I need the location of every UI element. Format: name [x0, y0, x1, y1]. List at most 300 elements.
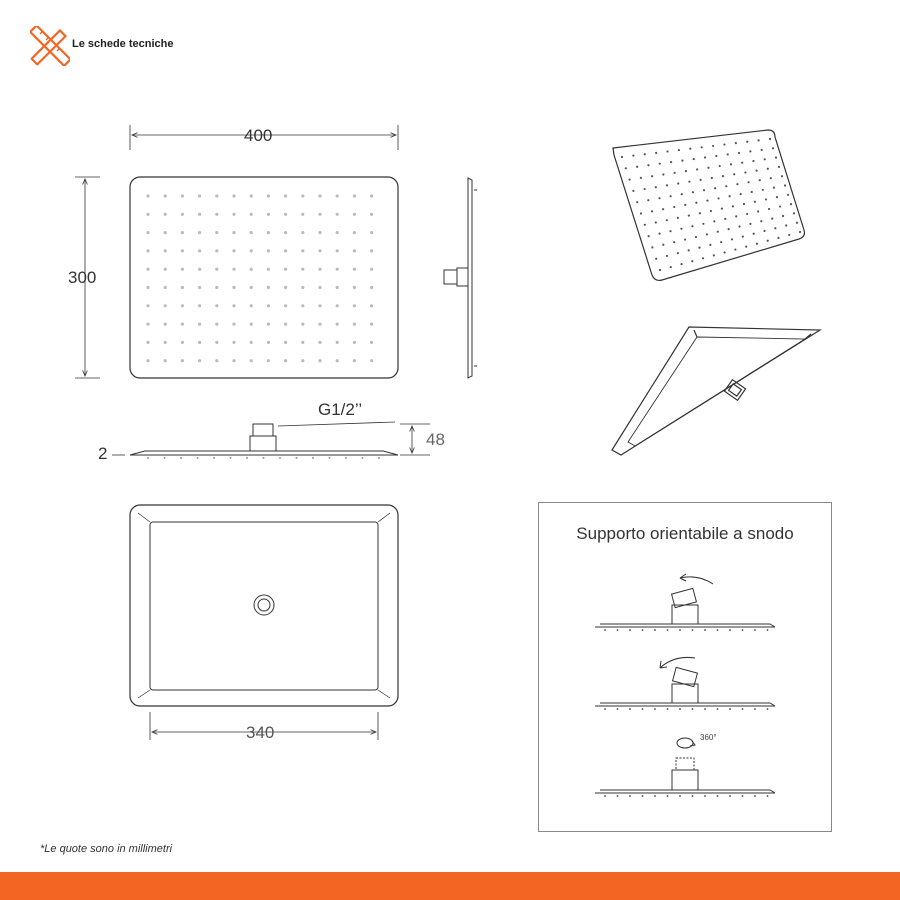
nozzle-dot [336, 268, 339, 271]
nozzle-dot [761, 149, 763, 151]
nozzle-dot [198, 323, 201, 326]
profile-nozzle [378, 457, 380, 459]
nozzle-dot [284, 304, 287, 307]
nozzle-dot [678, 149, 680, 151]
nozzle-dot [688, 249, 690, 251]
nozzle-dot [215, 304, 218, 307]
nozzle-dot [146, 304, 149, 307]
nozzle-dot [781, 175, 783, 177]
nozzle-dot [250, 304, 253, 307]
nozzle-dot [720, 241, 722, 243]
front-view [75, 125, 398, 378]
nozzle-dot [232, 231, 235, 234]
nozzle-dot [146, 341, 149, 344]
nozzle-dot [164, 268, 167, 271]
nozzle-dot [336, 304, 339, 307]
nozzle-dot [146, 194, 149, 197]
nozzle-dot [644, 188, 646, 190]
nozzle-dot [778, 166, 780, 168]
nozzle-dot [301, 304, 304, 307]
nozzle-dot [370, 359, 373, 362]
nozzle-dot [727, 153, 729, 155]
profile-nozzle [246, 457, 248, 459]
brand-name: Le schede tecniche [72, 38, 174, 50]
nozzle-dot [181, 359, 184, 362]
nozzle-dot [215, 268, 218, 271]
nozzle-dot [232, 249, 235, 252]
nozzle-dot [747, 181, 749, 183]
profile-nozzle [329, 457, 331, 459]
nozzle-dot [232, 341, 235, 344]
nozzle-dot [164, 194, 167, 197]
nozzle-dot [353, 213, 356, 216]
nozzle-dot [198, 249, 201, 252]
nozzle-dot [762, 189, 764, 191]
nozzle-dot [756, 169, 758, 171]
nozzle-dot [181, 213, 184, 216]
nozzle-dot [198, 213, 201, 216]
nozzle-dot [164, 359, 167, 362]
nozzle-dot [284, 359, 287, 362]
nozzle-dot [370, 341, 373, 344]
nozzle-dot [632, 190, 634, 192]
nozzle-dot [636, 166, 638, 168]
nozzle-dot [743, 203, 745, 205]
nozzle-dot [736, 183, 738, 185]
nozzle-dot [740, 193, 742, 195]
nozzle-dot [250, 359, 253, 362]
nozzle-dot [353, 231, 356, 234]
nozzle-dot [669, 230, 671, 232]
pivot-panel-title: Supporto orientabile a snodo [576, 524, 794, 543]
nozzle-dot [699, 212, 701, 214]
nozzle-dot [198, 231, 201, 234]
nozzle-dot [774, 227, 776, 229]
nozzle-dot [318, 323, 321, 326]
nozzle-dot [651, 210, 653, 212]
nozzle-dot [284, 249, 287, 252]
nozzle-dot [666, 150, 668, 152]
nozzle-dot [181, 341, 184, 344]
nozzle-dot [267, 213, 270, 216]
profile-nozzle [230, 457, 232, 459]
nozzle-dot [301, 268, 304, 271]
nozzle-dot [677, 252, 679, 254]
nozzle-dot [719, 165, 721, 167]
nozzle-dot [710, 210, 712, 212]
nozzle-dot [370, 268, 373, 271]
nozzle-dot [164, 323, 167, 326]
profile-nozzle [197, 457, 199, 459]
nozzle-dot [644, 153, 646, 155]
nozzle-dot [215, 323, 218, 326]
nozzle-dot [215, 213, 218, 216]
nozzle-dot [722, 175, 724, 177]
nozzle-dot [318, 304, 321, 307]
nozzle-dot [267, 249, 270, 252]
nozzle-dot [666, 219, 668, 221]
nozzle-dot [695, 202, 697, 204]
nozzle-dot [771, 218, 773, 220]
nozzle-dot [146, 359, 149, 362]
nozzle-dot [772, 147, 774, 149]
nozzle-dot [640, 177, 642, 179]
nozzle-dot [318, 231, 321, 234]
nozzle-dot [146, 213, 149, 216]
nozzle-dot [728, 228, 730, 230]
profile-nozzle [279, 457, 281, 459]
nozzle-dot [336, 194, 339, 197]
nozzle-dot [655, 221, 657, 223]
nozzle-dot [250, 213, 253, 216]
nozzle-dot [198, 268, 201, 271]
nozzle-dot [146, 249, 149, 252]
nozzle-dot [353, 286, 356, 289]
nozzle-dot [721, 208, 723, 210]
nozzle-dot [301, 194, 304, 197]
nozzle-dot [267, 231, 270, 234]
nozzle-dot [301, 359, 304, 362]
nozzle-dot [336, 286, 339, 289]
nozzle-dot [754, 201, 756, 203]
nozzle-dot [232, 194, 235, 197]
nozzle-dot [370, 304, 373, 307]
nozzle-dot [164, 304, 167, 307]
nozzle-dot [735, 215, 737, 217]
nozzle-dot [685, 170, 687, 172]
nozzle-dot [673, 206, 675, 208]
nozzle-dot [704, 156, 706, 158]
nozzle-dot [712, 145, 714, 147]
nozzle-dot [769, 138, 771, 140]
nozzle-dot [146, 268, 149, 271]
profile-nozzle [147, 457, 149, 459]
nozzle-dot [301, 323, 304, 326]
dimension-depth: 48 [426, 430, 445, 449]
nozzle-dot [301, 213, 304, 216]
nozzle-dot [729, 195, 731, 197]
nozzle-dot [713, 254, 715, 256]
top-view [112, 422, 430, 459]
nozzle-dot [689, 148, 691, 150]
nozzle-dot [779, 205, 781, 207]
nozzle-dot [146, 286, 149, 289]
nozzle-dot [250, 249, 253, 252]
nozzle-dot [674, 172, 676, 174]
nozzle-dot [353, 249, 356, 252]
nozzle-dot [735, 142, 737, 144]
nozzle-dot [336, 249, 339, 252]
nozzle-dot [777, 237, 779, 239]
nozzle-dot [647, 199, 649, 201]
nozzle-dot [250, 268, 253, 271]
nozzle-dot [745, 246, 747, 248]
nozzle-dot [284, 268, 287, 271]
dimension-height: 300 [68, 268, 97, 287]
nozzle-dot [673, 241, 675, 243]
nozzle-dot [353, 323, 356, 326]
nozzle-dot [336, 359, 339, 362]
nozzle-dot [284, 213, 287, 216]
nozzle-dot [250, 231, 253, 234]
nozzle-dot [655, 258, 657, 260]
nozzle-dot [644, 224, 646, 226]
nozzle-dot [724, 218, 726, 220]
nozzle-dot [353, 268, 356, 271]
nozzle-dot [625, 167, 627, 169]
nozzle-dot [232, 286, 235, 289]
nozzle-dot [793, 212, 795, 214]
nozzle-dot [738, 152, 740, 154]
nozzle-dot [146, 323, 149, 326]
rotation-label: 360° [700, 733, 717, 742]
nozzle-dot [284, 231, 287, 234]
nozzle-dot [370, 213, 373, 216]
side-view [444, 178, 477, 378]
nozzle-dot [267, 194, 270, 197]
back-view [130, 505, 398, 740]
nozzle-dot [181, 286, 184, 289]
nozzle-dot [717, 231, 719, 233]
nozzle-dot [370, 231, 373, 234]
nozzle-dot [765, 198, 767, 200]
nozzle-dot [318, 341, 321, 344]
nozzle-dot [318, 249, 321, 252]
dimension-inner-width: 340 [246, 723, 275, 742]
nozzle-dot [301, 341, 304, 344]
nozzle-dot [717, 197, 719, 199]
nozzle-dot [734, 248, 736, 250]
nozzle-dot [680, 228, 682, 230]
footer-bar [0, 872, 900, 900]
nozzle-dot [353, 341, 356, 344]
nozzle-dot [181, 194, 184, 197]
nozzle-dot [707, 167, 709, 169]
nozzle-dot [677, 182, 679, 184]
nozzle-dot [662, 244, 664, 246]
nozzle-dot [703, 189, 705, 191]
nozzle-dot [706, 233, 708, 235]
nozzle-dot [267, 286, 270, 289]
nozzle-dot [749, 150, 751, 152]
nozzle-dot [725, 185, 727, 187]
nozzle-dot [284, 286, 287, 289]
nozzle-dot [784, 184, 786, 186]
nozzle-dot [632, 155, 634, 157]
nozzle-dot [702, 223, 704, 225]
nozzle-dot [284, 341, 287, 344]
nozzle-dot [215, 286, 218, 289]
dimension-thickness: 2 [98, 444, 108, 463]
nozzle-dot [353, 359, 356, 362]
nozzle-dot [796, 222, 798, 224]
profile-nozzle [213, 457, 215, 459]
nozzle-dot [370, 286, 373, 289]
nozzle-dot [695, 236, 697, 238]
nozzle-dot [353, 194, 356, 197]
nozzle-dot [733, 173, 735, 175]
nozzle-dot [146, 231, 149, 234]
nozzle-dot [757, 210, 759, 212]
nozzle-dot [763, 230, 765, 232]
nozzle-dot [688, 214, 690, 216]
nozzle-dot [267, 323, 270, 326]
nozzle-dot [730, 163, 732, 165]
nozzle-dot [267, 341, 270, 344]
nozzle-dot [788, 234, 790, 236]
nozzle-dot [701, 146, 703, 148]
nozzle-dot [232, 323, 235, 326]
nozzle-dot [215, 359, 218, 362]
nozzle-dot [700, 179, 702, 181]
nozzle-dot [164, 286, 167, 289]
nozzle-dot [696, 168, 698, 170]
nozzle-dot [198, 194, 201, 197]
nozzle-dot [181, 304, 184, 307]
nozzle-dot [670, 266, 672, 268]
nozzle-dot [681, 160, 683, 162]
nozzle-dot [284, 323, 287, 326]
nozzle-dot [723, 143, 725, 145]
nozzle-dot [164, 249, 167, 252]
nozzle-dot [767, 168, 769, 170]
nozzle-dot [698, 247, 700, 249]
nozzle-dot [677, 217, 679, 219]
nozzle-dot [693, 158, 695, 160]
nozzle-dot [659, 269, 661, 271]
nozzle-dot [692, 191, 694, 193]
nozzle-dot [688, 181, 690, 183]
nozzle-dot [215, 249, 218, 252]
nozzle-dot [746, 141, 748, 143]
nozzle-dot [648, 235, 650, 237]
nozzle-dot [232, 359, 235, 362]
nozzle-dot [724, 251, 726, 253]
nozzle-dot [751, 191, 753, 193]
nozzle-dot [666, 255, 668, 257]
nozzle-dot [752, 160, 754, 162]
nozzle-dot [336, 341, 339, 344]
nozzle-dot [267, 359, 270, 362]
nozzle-dot [267, 268, 270, 271]
nozzle-dot [670, 195, 672, 197]
nozzle-dot [336, 231, 339, 234]
nozzle-dot [284, 194, 287, 197]
nozzle-dot [301, 249, 304, 252]
nozzle-dot [655, 152, 657, 154]
nozzle-dot [702, 257, 704, 259]
nozzle-dot [756, 243, 758, 245]
nozzle-dot [250, 194, 253, 197]
nozzle-dot [767, 240, 769, 242]
nozzle-dot [764, 158, 766, 160]
nozzle-dot [681, 193, 683, 195]
nozzle-dot [232, 213, 235, 216]
nozzle-dot [250, 286, 253, 289]
nozzle-dot [318, 359, 321, 362]
nozzle-dot [198, 359, 201, 362]
footnote: *Le quote sono in millimetri [40, 843, 173, 855]
nozzle-dot [741, 162, 743, 164]
nozzle-dot [742, 235, 744, 237]
nozzle-dot [799, 231, 801, 233]
nozzle-dot [651, 246, 653, 248]
nozzle-dot [768, 208, 770, 210]
nozzle-dot [658, 197, 660, 199]
nozzle-dot [662, 173, 664, 175]
nozzle-dot [758, 139, 760, 141]
nozzle-dot [691, 260, 693, 262]
nozzle-dot [164, 213, 167, 216]
nozzle-dot [621, 156, 623, 158]
nozzle-dot [749, 223, 751, 225]
nozzle-dot [301, 286, 304, 289]
nozzle-dot [753, 233, 755, 235]
profile-nozzle [362, 457, 364, 459]
perspective-back-view [612, 327, 820, 455]
pivot-panel [538, 502, 832, 832]
nozzle-dot [651, 175, 653, 177]
nozzle-dot [684, 204, 686, 206]
nozzle-dot [666, 184, 668, 186]
nozzle-dot [164, 341, 167, 344]
nozzle-dot [662, 208, 664, 210]
nozzle-dot [782, 215, 784, 217]
nozzle-dot [181, 231, 184, 234]
nozzle-dot [770, 177, 772, 179]
nozzle-dot [353, 304, 356, 307]
nozzle-dot [198, 341, 201, 344]
nozzle-dot [370, 249, 373, 252]
nozzle-dot [706, 199, 708, 201]
nozzle-dot [680, 263, 682, 265]
nozzle-dot [336, 323, 339, 326]
nozzle-dot [318, 268, 321, 271]
nozzle-dot [773, 187, 775, 189]
profile-nozzle [345, 457, 347, 459]
nozzle-dot [318, 286, 321, 289]
nozzle-dot [198, 286, 201, 289]
nozzle-dot [232, 304, 235, 307]
nozzle-dot [775, 157, 777, 159]
nozzle-dot [164, 231, 167, 234]
nozzle-dot [647, 164, 649, 166]
nozzle-dot [709, 244, 711, 246]
connection-label: G1/2’’ [318, 400, 363, 419]
nozzle-dot [738, 225, 740, 227]
nozzle-dot [776, 196, 778, 198]
nozzle-dot [336, 213, 339, 216]
nozzle-dot [714, 187, 716, 189]
profile-nozzle [296, 457, 298, 459]
nozzle-dot [301, 231, 304, 234]
dimension-width: 400 [244, 126, 273, 145]
nozzle-dot [215, 231, 218, 234]
nozzle-dot [232, 268, 235, 271]
nozzle-dot [659, 163, 661, 165]
nozzle-dot [250, 323, 253, 326]
nozzle-dot [760, 220, 762, 222]
nozzle-dot [713, 220, 715, 222]
nozzle-dot [731, 238, 733, 240]
nozzle-dot [759, 179, 761, 181]
nozzle-dot [691, 225, 693, 227]
nozzle-dot [658, 233, 660, 235]
nozzle-dot [715, 155, 717, 157]
nozzle-dot [787, 194, 789, 196]
nozzle-dot [318, 194, 321, 197]
nozzle-dot [655, 186, 657, 188]
